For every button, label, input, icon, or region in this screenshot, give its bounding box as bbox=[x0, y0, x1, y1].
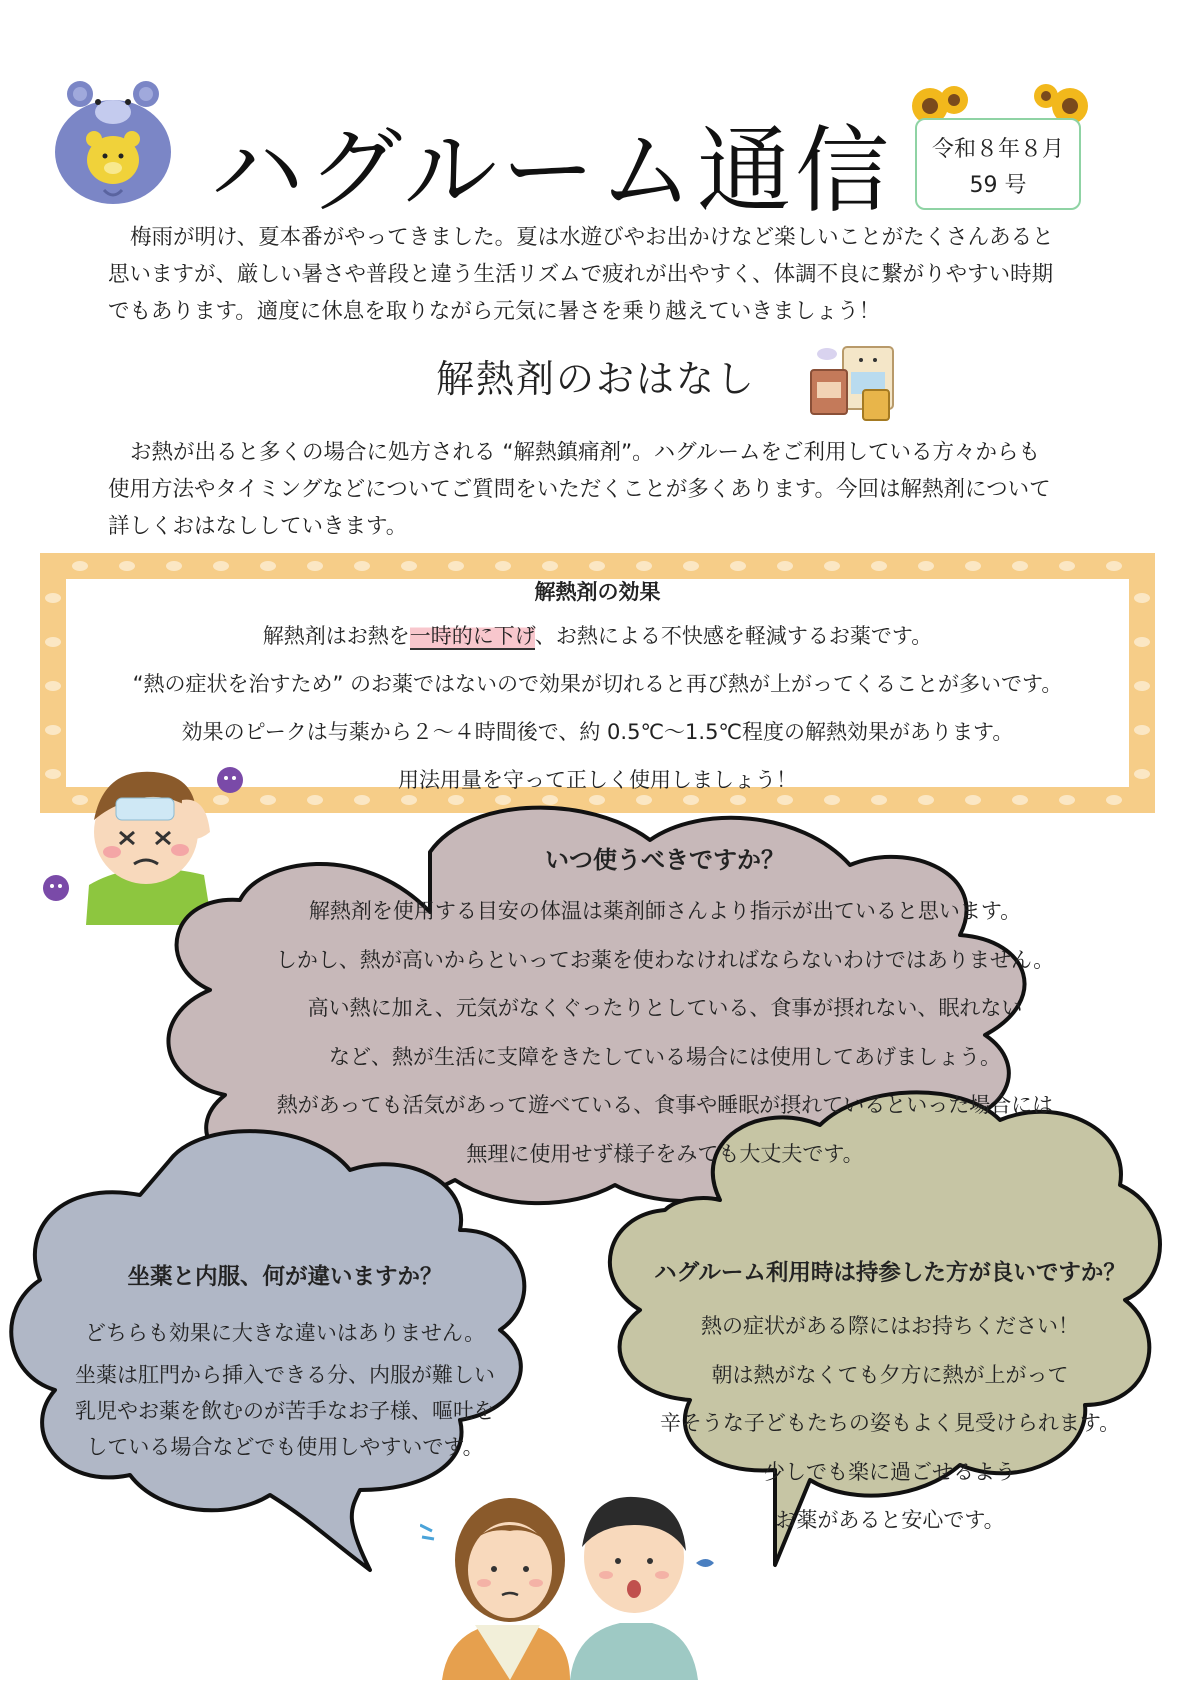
intro-line: 思いますが、厳しい暑さや普段と違う生活リズムで疲れが出やすく、体調不良に繋がりやすい時期 bbox=[108, 262, 1054, 287]
bubble-when-line: など、熱が生活に支障をきたしている場合には使用してあげましょう。 bbox=[329, 1044, 1001, 1069]
frame-dot bbox=[119, 561, 135, 571]
bubble-diff-line: している場合などでも使用しやすいです。 bbox=[86, 1435, 484, 1459]
frame-dot bbox=[1134, 593, 1150, 603]
section-title: 解熱剤のおはなし bbox=[436, 357, 757, 401]
bubble-when-line: 熱があっても活気があって遊べている、食事や睡眠が摂れているといった場合には bbox=[276, 1093, 1054, 1117]
frame-dot bbox=[495, 561, 511, 571]
effect-text: 解熱剤はお熱を bbox=[262, 624, 410, 648]
frame-dot bbox=[824, 561, 840, 571]
issue-number: 59 号 bbox=[969, 173, 1027, 198]
frame-dot bbox=[730, 561, 746, 571]
frame-dot bbox=[1134, 769, 1150, 779]
frame-dot bbox=[871, 561, 887, 571]
bubble-diff-line: 乳児やお薬を飲むのが苦手なお子様、嘔吐を bbox=[75, 1399, 495, 1423]
intro-line: でもあります。適度に休息を取りながら元気に暑さを乗り越えていきましょう！ bbox=[108, 299, 881, 324]
frame-dot bbox=[918, 561, 934, 571]
bubble-bring-line: お薬があると安心です。 bbox=[775, 1508, 1005, 1532]
bubble-when-line: しかし、熱が高いからといってお薬を使わなければならないわけではありません。 bbox=[275, 947, 1055, 972]
bubble-when-line: 無理に使用せず様子をみても大丈夫です。 bbox=[466, 1141, 864, 1166]
bubble-when bbox=[230, 837, 1100, 1178]
frame-dot bbox=[45, 725, 61, 735]
bubble-bring-line: 辛そうな子どもたちの姿もよく見受けられます。 bbox=[659, 1411, 1121, 1435]
highlight-text: 一時的に下げ bbox=[409, 624, 535, 648]
frame-dot bbox=[636, 561, 652, 571]
frame-dot bbox=[1012, 561, 1028, 571]
frame-dot bbox=[1134, 637, 1150, 647]
issue-date: 令和８年８月 bbox=[931, 137, 1064, 162]
effect-text: 、お熱による不快感を軽減するお薬です。 bbox=[534, 624, 933, 648]
section-line: 使用方法やタイミングなどについてご質問をいただくことが多くあります。今回は解熱剤について bbox=[108, 477, 1051, 502]
frame-dot bbox=[542, 561, 558, 571]
effect-line: 用法用量を守って正しく使用しましょう！ bbox=[398, 768, 797, 792]
medicine-icon bbox=[805, 342, 900, 424]
effect-line: 効果のピークは与薬から２～４時間後で、約 0.5℃～1.5℃程度の解熱効果があります。 bbox=[181, 720, 1014, 744]
bubble-when-line: 高い熱に加え、元気がなくぐったりとしている、食事が摂れない、眠れない bbox=[307, 996, 1023, 1020]
frame-dot bbox=[1059, 561, 1075, 571]
bubble-when-line: 解熱剤を使用する目安の体温は薬剤師さんより指示が出ていると思います。 bbox=[308, 899, 1022, 923]
frame-dot bbox=[777, 561, 793, 571]
bubble-bring-line: 熱の症状がある際にはお持ちください！ bbox=[701, 1314, 1079, 1338]
frame-dot bbox=[166, 561, 182, 571]
section-paragraph bbox=[108, 434, 1098, 545]
frame-dot bbox=[307, 561, 323, 571]
issue-date-box bbox=[915, 118, 1081, 210]
newsletter-title: ハグルーム通信 bbox=[210, 117, 894, 226]
frame-dot bbox=[260, 561, 276, 571]
bubble-diff-line: どちらも効果に大きな違いはありません。 bbox=[84, 1321, 486, 1345]
frame-dot bbox=[72, 561, 88, 571]
frame-dot bbox=[683, 561, 699, 571]
bubble-diff bbox=[50, 1255, 520, 1465]
frame-dot bbox=[1134, 725, 1150, 735]
frame-dot bbox=[45, 637, 61, 647]
worried-parents-icon bbox=[420, 1465, 720, 1680]
frame-dot bbox=[965, 561, 981, 571]
bubble-when-heading: いつ使うべきですか？ bbox=[545, 846, 785, 874]
frame-dot bbox=[45, 593, 61, 603]
bubble-bring-line: 少しでも楽に過ごせるよう bbox=[764, 1459, 1016, 1484]
bubble-bring-line: 朝は熱がなくても夕方に熱が上がって bbox=[711, 1362, 1069, 1387]
frame-dot bbox=[1106, 561, 1122, 571]
frame-dot bbox=[448, 561, 464, 571]
frame-dot bbox=[401, 561, 417, 571]
effect-heading: 解熱剤の効果 bbox=[534, 580, 661, 604]
frame-dot bbox=[354, 561, 370, 571]
bear-mascot-icon bbox=[48, 72, 178, 207]
frame-dot bbox=[1134, 681, 1150, 691]
frame-dot bbox=[45, 681, 61, 691]
intro-line: 梅雨が明け、夏本番がやってきました。夏は水遊びやお出かけなど楽しいことがたくさんあると bbox=[130, 225, 1054, 250]
intro-paragraph bbox=[108, 219, 1098, 330]
section-line: 詳しくおはなししていきます。 bbox=[108, 514, 408, 539]
effect-line: “熱の症状を治すため” のお薬ではないので効果が切れると再び熱が上がってくることが多いです。 bbox=[132, 672, 1063, 696]
bubble-diff-heading: 坐薬と内服、何が違いますか？ bbox=[127, 1264, 443, 1290]
bubble-bring-heading: ハグルーム利用時は持参した方が良いですか？ bbox=[654, 1260, 1126, 1286]
effect-line bbox=[66, 612, 1129, 660]
frame-dot bbox=[589, 561, 605, 571]
frame-dot bbox=[213, 561, 229, 571]
bubble-diff-line: 坐薬は肛門から挿入できる分、内服が難しい bbox=[75, 1363, 495, 1387]
section-line: お熱が出ると多くの場合に処方される “解熱鎮痛剤”。ハグルームをご利用している方々からも bbox=[130, 440, 1040, 465]
